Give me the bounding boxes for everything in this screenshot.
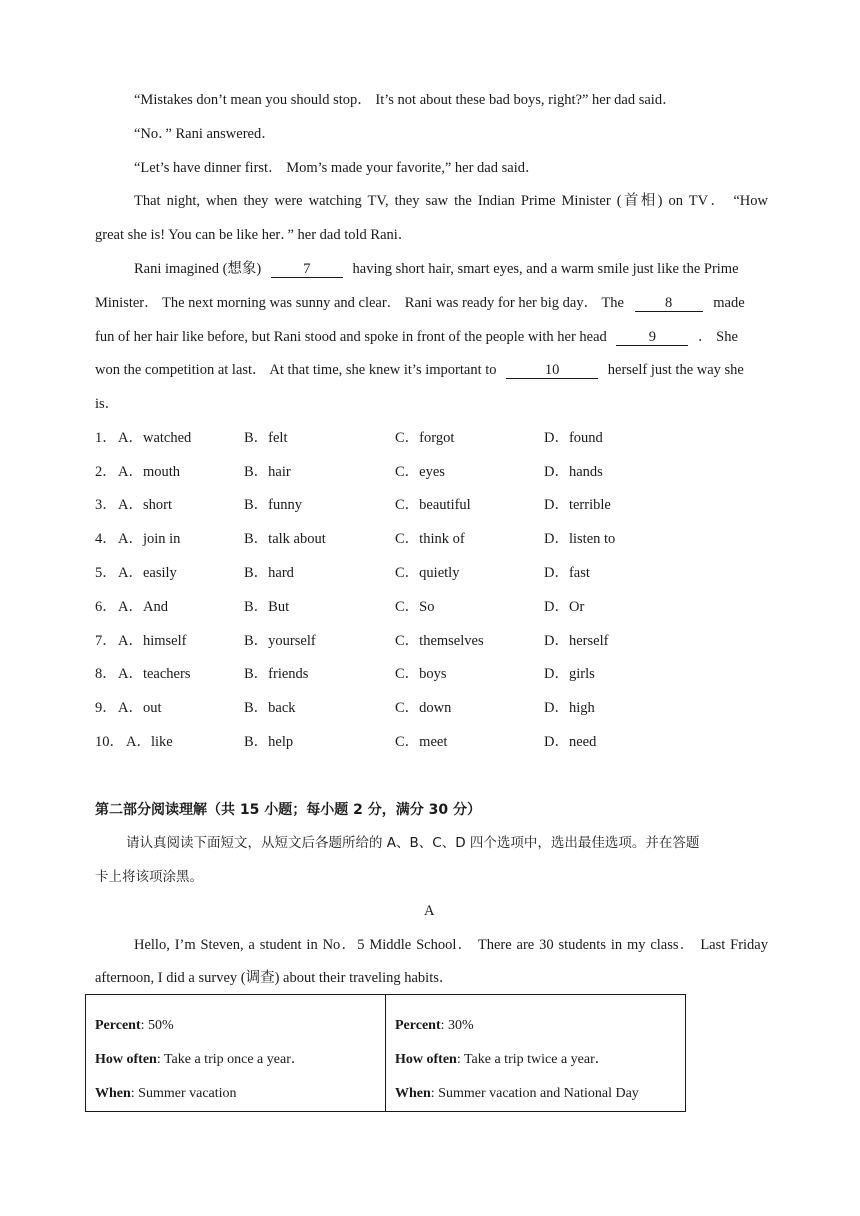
blank-7: 7: [271, 262, 343, 278]
passage-text: ． She: [698, 329, 738, 345]
question-number: 1．: [95, 430, 117, 446]
passage-text: fun of her hair like before, but Rani stood and spoke in front of the people with her head: [95, 329, 607, 345]
instruction-line-1: 请认真阅读下面短文，从短文后各题所给的 A、B、C、D 四个选项中，选出最佳选项。并在答题: [126, 835, 700, 851]
passage-line-8: [95, 328, 768, 346]
passage-text: Rani imagined (想象): [134, 261, 262, 277]
option-c: C．boys: [395, 666, 447, 682]
option-a: A．mouth: [118, 464, 181, 480]
when-row: [95, 1077, 385, 1111]
blank-9: 9: [616, 330, 688, 346]
passage-text: having short hair, smart eyes, and a warm smile just like the Prime: [352, 261, 739, 277]
option-d: D．hands: [544, 464, 603, 480]
option-a: A．easily: [118, 565, 177, 581]
often-value: : Take a trip once a year．: [156, 1052, 305, 1067]
question-number: 8．: [95, 666, 117, 682]
often-label: How often: [95, 1052, 157, 1067]
option-d: D．high: [544, 700, 595, 716]
option-d: D．Or: [544, 599, 585, 615]
percent-row: [395, 1009, 685, 1043]
option-b: B．talk about: [244, 531, 326, 547]
reading-line-2: afternoon, I did a survey (调查) about their traveling habits．: [95, 970, 454, 986]
question-number: 7．: [95, 633, 117, 649]
question-number: 9．: [95, 700, 117, 716]
option-c: C．quietly: [395, 565, 460, 581]
section-heading: 第二部分阅读理解（共 15 小题；每小题 2 分，满分 30 分）: [95, 802, 481, 818]
blank-8: 8: [635, 296, 703, 312]
option-c: C．beautiful: [395, 497, 471, 513]
option-d: D．found: [544, 430, 603, 446]
option-a: A．himself: [118, 633, 187, 649]
often-value: : Take a trip twice a year．: [456, 1052, 609, 1067]
question-number: 4．: [95, 531, 117, 547]
option-a: A．And: [118, 599, 168, 615]
passage-line-2: “No．” Rani answered．: [134, 126, 276, 142]
passage-text: won the competition at last． At that time, she knew it’s important to: [95, 362, 497, 378]
option-d: D．need: [544, 734, 597, 750]
question-number: 10．: [95, 734, 124, 750]
option-d: D．fast: [544, 565, 590, 581]
survey-cell: [386, 995, 686, 1112]
option-b: B．back: [244, 700, 296, 716]
option-a: A．teachers: [118, 666, 191, 682]
often-label: How often: [395, 1052, 457, 1067]
option-d: D．girls: [544, 666, 595, 682]
option-c: C．themselves: [395, 633, 484, 649]
survey-cell: [86, 995, 386, 1112]
option-a: A．out: [118, 700, 162, 716]
often-row: [95, 1043, 385, 1077]
when-value: : Summer vacation: [130, 1086, 237, 1101]
passage-text: Minister． The next morning was sunny and clear． Rani was ready for her big day． The: [95, 295, 624, 311]
option-c: C．So: [395, 599, 435, 615]
option-d: D．herself: [544, 633, 609, 649]
option-b: B．funny: [244, 497, 302, 513]
percent-value: : 30%: [440, 1018, 474, 1033]
passage-letter: A: [424, 903, 435, 919]
option-a: A．watched: [118, 430, 192, 446]
blank-10: 10: [506, 363, 598, 379]
when-value: : Summer vacation and National Day: [430, 1086, 639, 1101]
option-b: B．hard: [244, 565, 294, 581]
percent-value: : 50%: [140, 1018, 174, 1033]
when-label: When: [95, 1086, 131, 1101]
question-number: 2．: [95, 464, 117, 480]
passage-text: herself just the way she: [607, 362, 744, 378]
question-number: 6．: [95, 599, 117, 615]
passage-line-4: That night, when they were watching TV, they saw the Indian Prime Minister (首相) on TV． “How: [134, 193, 768, 209]
option-c: C．eyes: [395, 464, 445, 480]
option-b: B．friends: [244, 666, 309, 682]
option-d: D．terrible: [544, 497, 611, 513]
question-number: 5．: [95, 565, 117, 581]
percent-row: [95, 1009, 385, 1043]
option-a: A．short: [118, 497, 172, 513]
passage-line-1: “Mistakes don’t mean you should stop． It’s not about these bad boys, right?” her dad said．: [134, 92, 677, 108]
survey-table: [85, 994, 686, 1112]
passage-line-6: [134, 260, 768, 278]
reading-line-1: Hello, I’m Steven, a student in No．5 Middle School． There are 30 students in my class． Last Friday: [134, 937, 768, 953]
percent-label: Percent: [95, 1018, 141, 1033]
passage-line-7: [95, 294, 768, 312]
option-c: C．think of: [395, 531, 465, 547]
option-d: D．listen to: [544, 531, 616, 547]
when-row: [395, 1077, 685, 1111]
when-label: When: [395, 1086, 431, 1101]
option-b: B．But: [244, 599, 290, 615]
option-b: B．hair: [244, 464, 291, 480]
option-c: C．down: [395, 700, 452, 716]
option-a: A．join in: [118, 531, 181, 547]
passage-text: made: [713, 295, 745, 311]
option-c: C．meet: [395, 734, 448, 750]
option-b: B．help: [244, 734, 294, 750]
percent-label: Percent: [395, 1018, 441, 1033]
passage-line-5: great she is! You can be like her．” her dad told Rani．: [95, 227, 413, 243]
passage-line-10: is．: [95, 396, 120, 412]
often-row: [395, 1043, 685, 1077]
option-c: C．forgot: [395, 430, 455, 446]
option-a: A．like: [126, 734, 173, 750]
passage-line-9: [95, 361, 768, 379]
option-b: B．yourself: [244, 633, 316, 649]
instruction-line-2: 卡上将该项涂黑。: [95, 869, 203, 885]
option-b: B．felt: [244, 430, 288, 446]
question-number: 3．: [95, 497, 117, 513]
passage-line-3: “Let’s have dinner first． Mom’s made your favorite,” her dad said．: [134, 160, 540, 176]
